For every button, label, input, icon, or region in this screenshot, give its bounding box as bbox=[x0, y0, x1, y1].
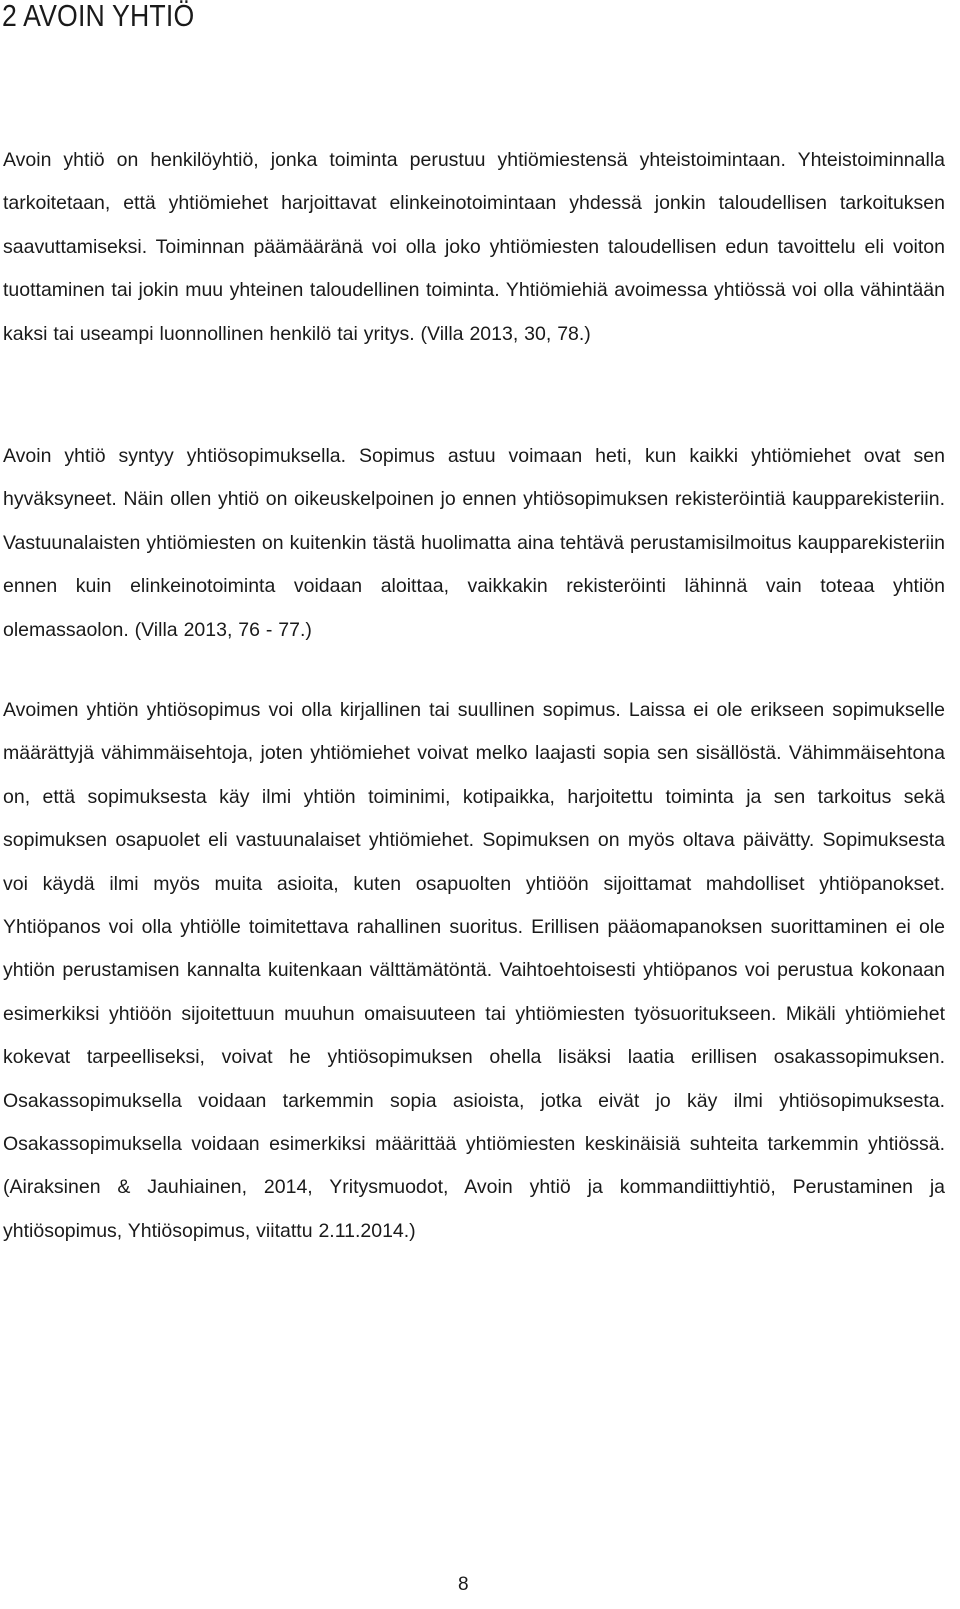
paragraph-formation: Avoin yhtiö syntyy yhtiösopimuksella. Sopimus astuu voimaan heti, kun kaikki yhtiömiehet ovat sen hyväksyneet. Näin ollen yhtiö on oikeuskelpoinen jo ennen yhtiösopimuksen rekisteröintiä kaupparekisteriin. Vastuunalaisten yhtiömiesten on kuitenkin tästä huolimatta aina tehtävä perustamisilmoitus kaupparekisteriin ennen kuin elinkeinotoiminta voidaan aloittaa, vaikkakin rekisteröinti lähinnä vain toteaa yhtiön olemassaolon. (Villa 2013, 76 - 77.) bbox=[3, 445, 945, 641]
paragraph-definition: Avoin yhtiö on henkilöyhtiö, jonka toiminta perustuu yhtiömiestensä yhteistoimintaan. Yhteistoiminnalla tarkoitetaan, että yhtiömiehet harjoittavat elinkeinotoimintaan yhdessä jonkin taloudellisen tarkoituksen saavuttamiseksi. Toiminnan päämääränä voi olla joko yhtiömiesten taloudellisen edun tavoittelu eli voiton tuottaminen tai jokin muu yhteinen taloudellinen toiminta. Yhtiömiehiä avoimessa yhtiössä voi olla vähintään kaksi tai useampi luonnollinen henkilö tai yritys. (Villa 2013, 30, 78.) bbox=[3, 149, 945, 345]
chapter-heading: 2 AVOIN YHTIÖ bbox=[2, 0, 195, 33]
paragraph-agreement: Avoimen yhtiön yhtiösopimus voi olla kirjallinen tai suullinen sopimus. Laissa ei ole erikseen sopimukselle määrättyjä vähimmäisehtoja, joten yhtiömiehet voivat melko laajasti sopia sen sisällöstä. Vähimmäisehtona on, että sopimuksesta käy ilmi yhtiön toiminimi, kotipaikka, harjoitettu toiminta ja sen tarkoitus sekä sopimuksen osapuolet eli vastuunalaiset yhtiömiehet. Sopimuksen on myös oltava päivätty. Sopimuksesta voi käydä ilmi myös muita asioita, kuten osapuolten yhtiöön sijoittamat mahdolliset yhtiöpanokset. Yhtiöpanos voi olla yhtiölle toimitettava rahallinen suoritus. Erillisen pääomapanoksen suorittaminen ei ole yhtiön perustamisen kannalta kuitenkaan välttämätöntä. Vaihtoehtoisesti yhtiöpanos voi perustua kokonaan esimerkiksi yhtiöön sijoitettuun muuhun omaisuuteen tai yhtiömiesten työsuoritukseen. Mikäli yhtiömiehet kokevat tarpeelliseksi, voivat he yhtiösopimuksen ohella lisäksi laatia erillisen osakassopimuksen. Osakassopimuksella voidaan tarkemmin sopia asioista, jotka eivät jo käy ilmi yhtiösopimuksesta. Osakassopimuksella voidaan esimerkiksi määrittää yhtiömiesten keskinäisiä suhteita tarkemmin yhtiössä. (Airaksinen & Jauhiainen, 2014, Yritysmuodot, Avoin yhtiö ja kommandiittiyhtiö, Perustaminen ja yhtiösopimus, Yhtiösopimus, viitattu 2.11.2014.) bbox=[3, 699, 945, 1242]
page-number: 8 bbox=[458, 1574, 469, 1595]
